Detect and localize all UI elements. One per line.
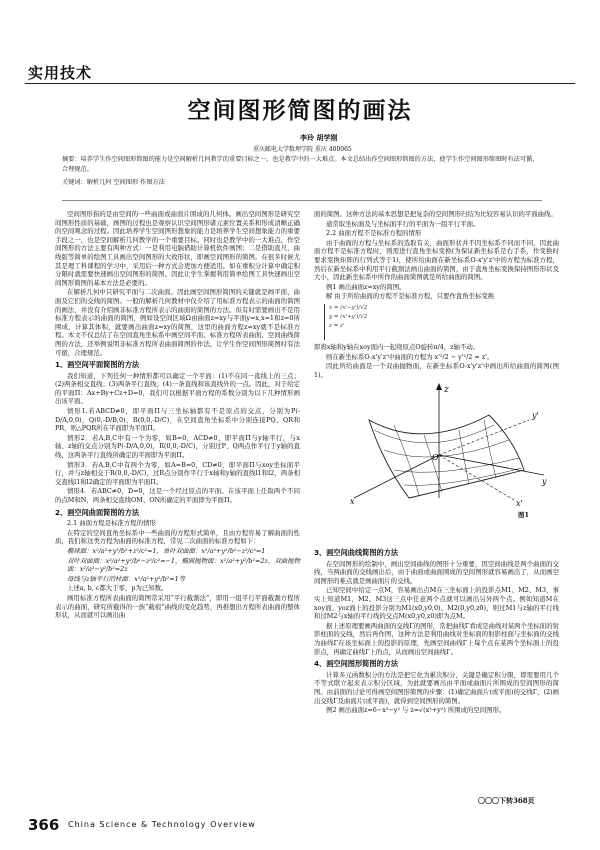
saddle-curve — [404, 468, 522, 485]
formula-line: 双叶双曲面：x²/a²+y²/b²−z²/c²=−1，椭圆抛物面：x²/a²+y²/b²=2z，双曲抛物面：x²/a²−y²/b²=2z — [67, 556, 300, 574]
section-heading: 4、画空间图形简图的方法 — [314, 659, 399, 669]
paragraph: 例2 画出曲面z=6−x²−y² 与 z=√(x²+y²) 所围成的空间图形。 — [326, 706, 506, 715]
example-label: 例1 画出曲面z=xy的简图。 — [326, 282, 406, 291]
saddle-curve — [384, 440, 509, 457]
saddle-curve — [394, 425, 419, 495]
subsection-heading: 2.2 曲面方程不是标准方程的情形 — [326, 229, 422, 238]
affiliation: 重庆邮电大学数理学院 重庆 400065 — [253, 146, 352, 153]
axis-label: z — [444, 385, 449, 396]
continued-note: 〇〇〇下转368页 — [478, 796, 535, 805]
transform-equation: y = (x'+y')/√2 — [329, 313, 368, 320]
saddle-curve — [374, 425, 494, 443]
right-column — [314, 210, 559, 580]
saddle-curve — [459, 430, 469, 484]
paragraph: 我们知道，下列任何一种情形都可以确定一个平面：(1)不在同一直线上的三点；(2)两条相交直线；(3)两条平行直线；(4)一条直线和该直线外的一点。因此，对于给定的平面Π：Ax+By+Cz+D=0，我们可以根据平面方程的系数分别为以下几种情形画出该平面。 — [55, 371, 300, 406]
x-axis — [354, 455, 439, 498]
figure-caption: 图1 — [517, 510, 529, 519]
paragraph: 情形4．若ABC≠0，D=0，这是一个经过原点的平面。在该平面上任取两个不同的点M和N，两条相交直线OM、ON所确定的平面即为平面Π。 — [55, 487, 300, 504]
right-column-lower — [314, 545, 559, 716]
paragraph: 据上述原理要画两曲面的交线Γ的图形，常把曲线Γ看成是曲线对某两个坐标面的射影柱面的交线，然后再作图，这种方法是利用曲线对坐标面的射影柱面与坐标面的交线为曲线Γ在该坐标面上的投影的原理，先画空间曲线Γ上每个点在某两个坐标面上的投影点，再确定曲线Γ上的点，从而画出空间曲线Γ。 — [314, 621, 559, 656]
paragraph: 通常取坐标面及与坐标面平行的平面为一组平行平面。 — [326, 219, 480, 228]
intro-paragraph: 空间图形指的是由空间的一些曲面或曲面片围成的几何体。画出空间图形是研究空间图形性质的基础，画图的过程也是观察认识空间图形诸元素位置关系和形成清晰正确的空间观念的过程。因此培养学生空间图形想象的能力是培养学生空间想象能力的重要手段之一，也是空间解析几何教学的一个重要目标。同时也是教学中的一大难点，作空间图形的方法主要有两种方式：一是利用电脑借助计算机软件画图；二是借助直尺、曲线版等简单的绘图工具画出空间图形的大致形状，即画空间图形的简图。在很多时候尤其是理工科课程的学习中，采用后一种方式会更加方便适用。如在重积分计算中确定积分限时就需要快速画出空间图形的简图。因此让学生掌握利用简单绘图工具快速画出空间图形简图的基本方法是必要的。 — [55, 210, 300, 287]
paragraph: 已知空间中给定一点M，容易画出点M在三坐标面上的投影点M1、M2、M3，事实上知道M1、M2、M3这三点中任意两个点就可以画出另外两个点。例如知道M在xoy面、yoz面上的投影分别为M1(x0,y0,0)、M2(0,y0,z0)，则过M1与z轴的平行线和过M2与x轴的平行线的交点M(x0,y0,z0)即为点M。 — [314, 586, 559, 621]
paragraph: 则在新坐标系O-x'y'z'中曲面的方程为 x'²/2 − y'²/2 = z'。 — [326, 352, 494, 361]
journal-name: China Science & Technology Overview — [68, 820, 256, 829]
origin-label: O — [432, 453, 439, 463]
paragraph: 画用标准方程所表曲面的简图常采用“平行截割法”，即用一组平行平面截割方程所表示的曲面，研究所截得的一族“截痕”曲线的变化趋势，再推想出方程所表曲面的整体形状，从而就可以画出曲 — [55, 593, 300, 620]
intro-paragraph: 在解析几何中只研究平面与二次曲面。因此画空间图形简图的关键就是画平面、曲面及它们的交线的简图。一般的解析几何教材中仅介绍了用标准方程表示的曲面的简图的画法，并没有介绍画非标准方程所表示的曲面的简图的方法。但有时需要画出不是用标准方程表示的曲面的简图，例如设空间区域Ω由曲面z=xy与平面y=x,x=1和z=0所围成，计算其体积，就要画出曲面z=xy的简图，这里的曲面方程z=xy就不是标准方程。本文不仅总结了在空间直角坐标系中画空间平面、标准方程所表曲面、空间曲线简图的方法，还举例说明非标准方程所表曲面简图的作法，让学生作空间图形简图时有法可循，合理规范。 — [55, 288, 300, 357]
section-heading: 3、画空间曲线简图的方法 — [314, 548, 399, 557]
formula-line: 母线与z轴平行的柱面：x²/a²+y²/b²=1等 — [67, 574, 186, 583]
paragraph: 即将x轴和y轴在xoy面内一起绕原点O旋转π/4，z轴不动。 — [314, 342, 480, 351]
paragraph: 上述a, b, c都大于零，p为已知数。 — [67, 584, 168, 593]
paragraph: 在空间图形的绘制中，画出空间曲线的图形十分重要，因空间曲线是两个曲面的交线，当两曲面的交线画出后，由于曲面或曲面围成的空间图形就容易画出了，从而画空间图形的难点就是画曲面片的交线。 — [314, 559, 559, 585]
authors: 李玲 胡学刚 — [300, 133, 338, 142]
paragraph: 情形3．若A,B,C中有两个为零，如A=B=0，CD≠0，即平面Π与xoy坐标面平行，并与z轴相交于R(0,0,-D/C)，过R点分别作平行于x轴和y轴的直线l1和l2，两条相交直线l1和l2确定的平面即为平面Π。 — [55, 460, 300, 486]
z-arrow — [436, 383, 442, 390]
saddle-diagram — [314, 380, 554, 508]
axis-label: y — [542, 477, 547, 487]
paragraph: 在特定的空间直角坐标系中一些曲面的方程形式简单，且由方程容易了解曲面的性质，我们称这类方程为曲面的标准方程，常见二次曲面的标准方程如下： — [55, 528, 300, 546]
paragraph: 情形1.若ABCD≠0，即平面Π与三坐标轴都有不是原点的交点，分别为P(-D/A,0,0)，Q(0,-D/B,0)，R(0,0,-D/C)，在空间直角坐标系中分别连接PQ、QR和PR，则△PQR所在平面即为平面Π。 — [55, 407, 300, 433]
abstract: 摘要：培养学生作空间图形简图的能力是空间解析几何教学的重要目标之一，也是教学中的一大难点。本文总结出作空间图形简图的方法，使学生作空间图形简图时有法可循，合理规范。 — [62, 156, 539, 173]
page-number: 366 — [28, 816, 60, 834]
paragraph: 计算多元函数积分的方法是把它化为累次积分，关键是确定积分限，即需要用几个不等式联立起来表示积分区域，为此就要画出由平面或曲面片所围成的空间图形的简图。由前面的讨论可得画空间图形简图的步骤：(1)确定曲面片(或平面)的交线Γ，(2)画出交线Γ及曲面片(或平面)，就得到空间图形的简图。 — [314, 670, 559, 705]
section-heading: 2、画空间曲面简图的方法 — [55, 507, 140, 517]
axis-label: y' — [532, 411, 539, 421]
paragraph: 面的简图。这种方法的基本思想是把复杂的空间图形归结为比较容易认识的平面曲线。 — [314, 210, 557, 218]
formula-line: 椭球面：x²/a²+y²/b²+z²/c²=1，单叶双曲面：x²/a²+y²/b²−z²/c²=1 — [67, 546, 266, 555]
keywords: 关键词：解析几何 空间图形 作图方法 — [62, 179, 165, 186]
header-rule — [25, 83, 575, 84]
transform-equation: x = (x'−y')/√2 — [329, 304, 368, 311]
axis-label: x — [350, 497, 355, 507]
abstract-rule — [62, 200, 542, 201]
paragraph: 情形2．若A,B,C中有一个为零，如B=0，ACD≠0，即平面Π与y轴平行，与x轴、z轴的交点分别为P(-D/A,0,0)，R(0,0,-D/C)，分别过P、Q两点作平行于y轴的直线，这两条平行直线所确定的平面即为平面Π。 — [55, 433, 300, 460]
article-title: 空间图形简图的画法 — [187, 98, 413, 124]
solution-text: 解 由于所给曲面的方程不是标准方程，只要作直角坐标变换 — [326, 292, 495, 301]
transform-equation: z = z' — [329, 322, 345, 329]
left-column — [55, 210, 300, 621]
section-label: 实用技术 — [28, 64, 93, 82]
paragraph: 由于曲面的方程与坐标系的选取有关，曲面形状并不因坐标系不同而不同，因此曲面方程不是标准方程时，则需进行直角坐标变换(为保证新坐标系是右手系，作变换时要求变换矩阵的行列式等于1)，使所给曲面在新坐标系O-x'y'z'中的方程为标准方程，然后在新坐标系中利用平行截割法画出曲面的简图，由于直角坐标变换保持图形形状及大小，因此新坐标系中所作的曲面简图就是所给曲面的简图。 — [314, 238, 559, 282]
saddle-curve — [394, 458, 519, 472]
subsection-heading: 2.1 曲面方程是标准方程的情形 — [67, 519, 156, 528]
section-heading: 1、画空间平面简图的方法 — [55, 360, 140, 370]
transform-system — [324, 304, 445, 340]
axis-label: x' — [516, 499, 523, 509]
paragraph: 因此所给曲面是一个双曲抛物面，在新坐标系O-x'y'z'中画出所给曲面的简图(图1)。 — [314, 362, 559, 379]
